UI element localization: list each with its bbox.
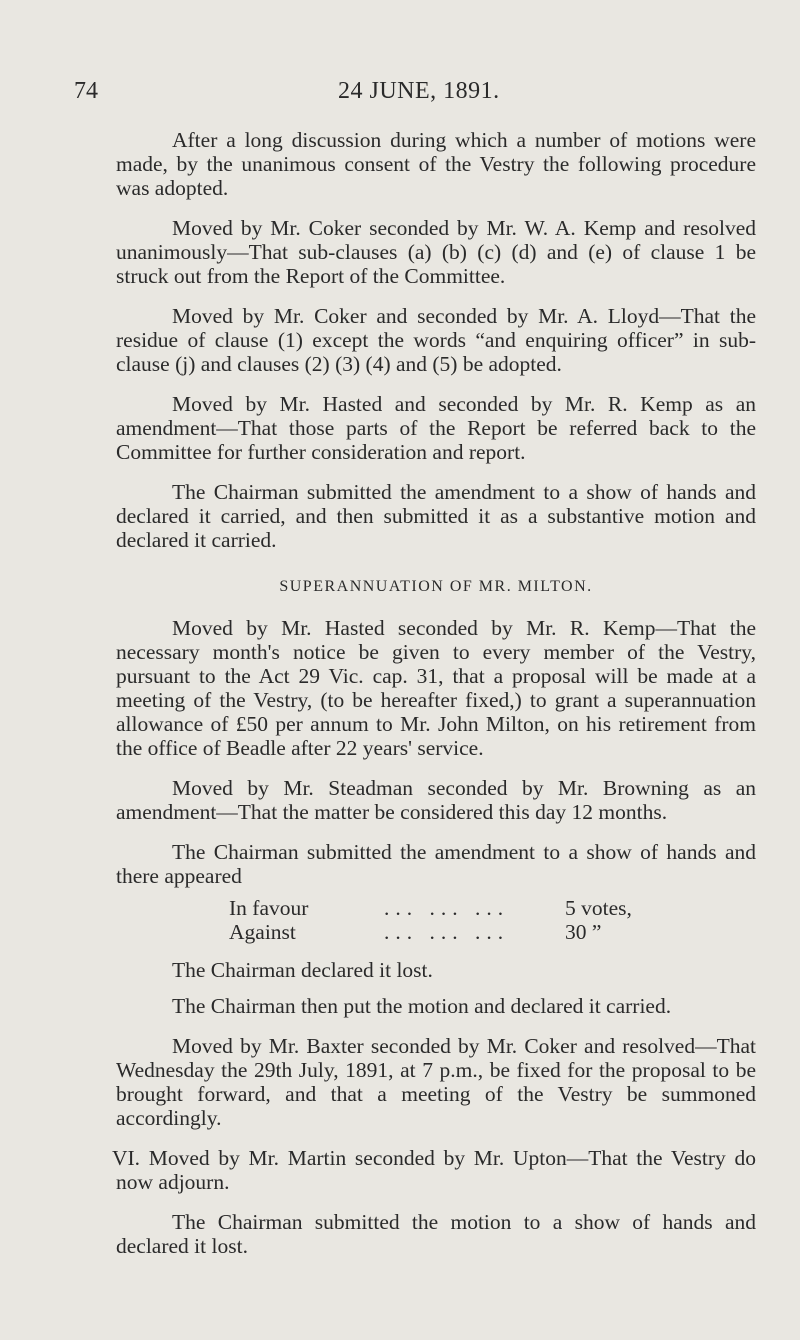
page-number: 74 xyxy=(74,78,98,104)
section-heading: SUPERANNUATION OF MR. MILTON. xyxy=(279,578,593,595)
vote-row-in-favour xyxy=(229,896,756,920)
running-head: 24 JUNE, 1891. xyxy=(338,78,500,104)
vote-count: 5 votes, xyxy=(565,896,632,920)
paragraph-motion-carried: The Chairman then put the motion and declared it carried. xyxy=(172,994,672,1018)
paragraph-amendment-steadman: Moved by Mr. Steadman seconded by Mr. Browning as an amendment—That the matter be considered this day 12 months. xyxy=(116,776,756,824)
vote-label: In favour xyxy=(229,896,309,920)
page-body xyxy=(112,128,756,1274)
paragraph-discussion: After a long discussion during which a number of motions were made, by the unanimous consent of the Vestry the following procedure was adopted. xyxy=(116,128,756,200)
paragraph-adjourn-lost: The Chairman submitted the motion to a show of hands and declared it lost. xyxy=(116,1210,756,1258)
paragraph-adjourn-motion: VI. Moved by Mr. Martin seconded by Mr. Upton—That the Vestry do now adjourn. xyxy=(112,1146,756,1194)
paragraph-superannuation-motion: Moved by Mr. Hasted seconded by Mr. R. Kemp—That the necessary month's notice be given to every member of the Vestry, pursuant to the Act 29 Vic. cap. 31, that a proposal will be made at a meeting of the Vestry, (to be hereafter fixed,) to grant a superannuation allowance of £50 per annum to Mr. John Milton, on his retirement from the office of Beadle after 22 years' service. xyxy=(116,616,756,760)
vote-row-against xyxy=(229,920,756,944)
vote-count: 30 ” xyxy=(565,920,602,944)
paragraph-show-of-hands: The Chairman submitted the amendment to a show of hands and there appeared xyxy=(116,840,756,888)
vote-leader-dots: ... ... ... xyxy=(384,896,510,920)
paragraph-motion-coker-lloyd: Moved by Mr. Coker and seconded by Mr. A. Lloyd—That the residue of clause (1) except the words “and enquiring officer” in sub-clause (j) and clauses (2) (3) (4) and (5) be adopted. xyxy=(116,304,756,376)
paragraph-declared-lost: The Chairman declared it lost. xyxy=(172,958,433,982)
paragraph-motion-baxter: Moved by Mr. Baxter seconded by Mr. Coker and resolved—That Wednesday the 29th July, 1891, at 7 p.m., be fixed for the proposal to be brought forward, and that a meeting of the Vestry be summoned accordingly. xyxy=(116,1034,756,1130)
paragraph-chairman-carried: The Chairman submitted the amendment to a show of hands and declared it carried, and then submitted it as a substantive motion and declared it carried. xyxy=(116,480,756,552)
page-header xyxy=(0,78,800,118)
paragraph-motion-coker-kemp: Moved by Mr. Coker seconded by Mr. W. A. Kemp and resolved unanimously—That sub-clauses (a) (b) (c) (d) and (e) of clause 1 be struck out from the Report of the Committee. xyxy=(116,216,756,288)
vote-tally xyxy=(116,896,756,944)
paragraph-amendment-hasted: Moved by Mr. Hasted and seconded by Mr. R. Kemp as an amendment—That those parts of the Report be referred back to the Committee for further consideration and report. xyxy=(116,392,756,464)
vote-leader-dots: ... ... ... xyxy=(384,920,510,944)
vote-label: Against xyxy=(229,920,296,944)
